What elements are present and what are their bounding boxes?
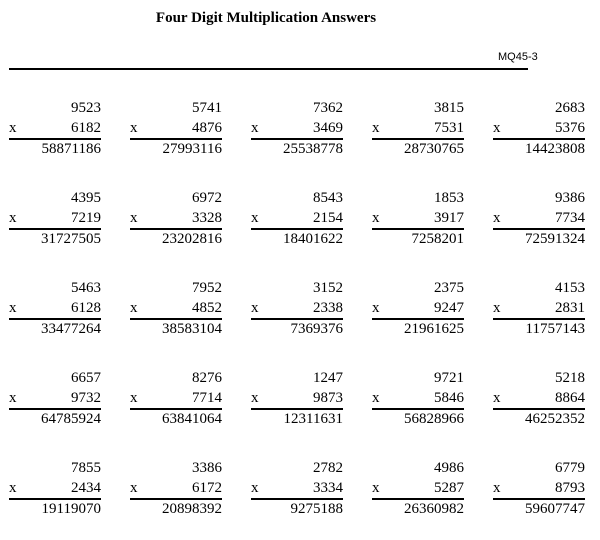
multiplier-row [372, 298, 464, 318]
multiplier: 3469 [313, 120, 343, 136]
multiplier-row [372, 388, 464, 408]
multiplicand: 4395 [71, 190, 101, 206]
product-answer: 18401622 [283, 231, 343, 247]
multiplier-row [130, 388, 222, 408]
times-operator: x [493, 300, 501, 316]
multiplicand-row [493, 458, 585, 478]
multiplicand-row [9, 98, 101, 118]
product-answer: 7258201 [411, 231, 464, 247]
product-answer: 12311631 [283, 411, 343, 427]
multiplicand: 9721 [434, 370, 464, 386]
multiplicand-row [130, 368, 222, 388]
multiplicand: 6972 [192, 190, 222, 206]
multiplication-problem [251, 98, 343, 158]
multiplicand-row [372, 278, 464, 298]
multiplicand: 7952 [192, 280, 222, 296]
multiplicand: 2782 [313, 460, 343, 476]
multiplication-problem [130, 368, 222, 428]
times-operator: x [130, 120, 138, 136]
times-operator: x [372, 480, 380, 496]
times-operator: x [493, 390, 501, 406]
multiplier: 9873 [313, 390, 343, 406]
multiplication-problem [372, 278, 464, 338]
multiplier-row [9, 388, 101, 408]
multiplication-problem [251, 188, 343, 248]
multiplicand: 3152 [313, 280, 343, 296]
header-divider [9, 68, 528, 70]
times-operator: x [372, 300, 380, 316]
multiplier-row [9, 208, 101, 228]
problem-grid [9, 98, 599, 518]
multiplication-problem [130, 98, 222, 158]
multiplication-problem [9, 98, 101, 158]
multiplier: 9732 [71, 390, 101, 406]
multiplication-problem [372, 458, 464, 518]
worksheet-code: MQ45-3 [498, 51, 538, 63]
times-operator: x [9, 300, 17, 316]
multiplier: 2154 [313, 210, 343, 226]
multiplicand: 7855 [71, 460, 101, 476]
multiplier: 7734 [555, 210, 585, 226]
multiplicand-row [493, 278, 585, 298]
multiplication-problem [493, 458, 585, 518]
times-operator: x [251, 210, 259, 226]
times-operator: x [493, 480, 501, 496]
multiplicand-row [9, 188, 101, 208]
product-answer: 31727505 [41, 231, 101, 247]
multiplicand-row [251, 278, 343, 298]
times-operator: x [372, 210, 380, 226]
multiplicand: 4153 [555, 280, 585, 296]
multiplier-row [251, 208, 343, 228]
multiplicand: 3386 [192, 460, 222, 476]
multiplier: 5287 [434, 480, 464, 496]
multiplicand-row [493, 368, 585, 388]
multiplicand: 5218 [555, 370, 585, 386]
product-answer: 72591324 [525, 231, 585, 247]
multiplicand: 3815 [434, 100, 464, 116]
multiplication-problem [251, 368, 343, 428]
multiplication-problem [493, 188, 585, 248]
times-operator: x [251, 390, 259, 406]
product-answer: 11757143 [525, 321, 585, 337]
times-operator: x [251, 120, 259, 136]
multiplication-problem [130, 278, 222, 338]
product-answer: 59607747 [525, 501, 585, 517]
multiplicand-row [493, 98, 585, 118]
multiplicand-row [9, 458, 101, 478]
multiplicand: 9523 [71, 100, 101, 116]
multiplier: 9247 [434, 300, 464, 316]
multiplication-problem [9, 368, 101, 428]
multiplication-problem [130, 188, 222, 248]
multiplier: 5846 [434, 390, 464, 406]
product-answer: 26360982 [404, 501, 464, 517]
multiplication-problem [493, 368, 585, 428]
multiplicand: 8276 [192, 370, 222, 386]
multiplier-row [9, 298, 101, 318]
multiplier: 2434 [71, 480, 101, 496]
multiplier: 5376 [555, 120, 585, 136]
multiplicand-row [372, 98, 464, 118]
multiplicand: 2683 [555, 100, 585, 116]
multiplier: 8793 [555, 480, 585, 496]
multiplication-problem [372, 188, 464, 248]
multiplicand-row [372, 368, 464, 388]
multiplier-row [372, 478, 464, 498]
times-operator: x [9, 210, 17, 226]
multiplication-problem [493, 98, 585, 158]
multiplicand-row [372, 458, 464, 478]
multiplier: 2338 [313, 300, 343, 316]
multiplicand: 8543 [313, 190, 343, 206]
multiplicand: 5741 [192, 100, 222, 116]
multiplication-problem [251, 278, 343, 338]
multiplier-row [251, 298, 343, 318]
multiplicand: 2375 [434, 280, 464, 296]
multiplier: 4852 [192, 300, 222, 316]
multiplier: 7531 [434, 120, 464, 136]
multiplication-problem [372, 98, 464, 158]
multiplicand-row [251, 98, 343, 118]
times-operator: x [493, 210, 501, 226]
multiplier: 8864 [555, 390, 585, 406]
multiplicand-row [9, 368, 101, 388]
multiplicand-row [251, 188, 343, 208]
multiplier-row [493, 478, 585, 498]
multiplier: 7714 [192, 390, 222, 406]
multiplicand: 6657 [71, 370, 101, 386]
multiplier: 4876 [192, 120, 222, 136]
times-operator: x [130, 210, 138, 226]
multiplier: 2831 [555, 300, 585, 316]
multiplier: 6182 [71, 120, 101, 136]
product-answer: 25538778 [283, 141, 343, 157]
multiplier-row [130, 118, 222, 138]
multiplication-problem [493, 278, 585, 338]
multiplier-row [130, 208, 222, 228]
multiplier: 3328 [192, 210, 222, 226]
multiplication-problem [9, 278, 101, 338]
times-operator: x [130, 390, 138, 406]
times-operator: x [251, 480, 259, 496]
times-operator: x [9, 120, 17, 136]
multiplier-row [251, 478, 343, 498]
multiplier-row [372, 118, 464, 138]
product-answer: 14423808 [525, 141, 585, 157]
product-answer: 20898392 [162, 501, 222, 517]
multiplier-row [251, 388, 343, 408]
multiplier-row [130, 478, 222, 498]
product-answer: 28730765 [404, 141, 464, 157]
product-answer: 19119070 [41, 501, 101, 517]
product-answer: 58871186 [41, 141, 101, 157]
multiplicand-row [251, 458, 343, 478]
product-answer: 46252352 [525, 411, 585, 427]
multiplier: 7219 [71, 210, 101, 226]
multiplier-row [493, 208, 585, 228]
multiplicand-row [130, 458, 222, 478]
multiplier-row [493, 118, 585, 138]
multiplication-problem [251, 458, 343, 518]
times-operator: x [493, 120, 501, 136]
multiplicand-row [130, 278, 222, 298]
times-operator: x [251, 300, 259, 316]
multiplier-row [372, 208, 464, 228]
product-answer: 56828966 [404, 411, 464, 427]
multiplicand: 4986 [434, 460, 464, 476]
product-answer: 23202816 [162, 231, 222, 247]
multiplier-row [251, 118, 343, 138]
worksheet-title: Four Digit Multiplication Answers [155, 10, 377, 26]
multiplier: 3334 [313, 480, 343, 496]
multiplier: 6128 [71, 300, 101, 316]
multiplier-row [493, 388, 585, 408]
multiplicand: 7362 [313, 100, 343, 116]
multiplicand: 9386 [555, 190, 585, 206]
multiplier-row [130, 298, 222, 318]
multiplication-problem [372, 368, 464, 428]
multiplicand: 1853 [434, 190, 464, 206]
product-answer: 27993116 [162, 141, 222, 157]
multiplier-row [9, 118, 101, 138]
times-operator: x [9, 390, 17, 406]
multiplication-problem [9, 458, 101, 518]
product-answer: 63841064 [162, 411, 222, 427]
multiplicand-row [130, 98, 222, 118]
times-operator: x [372, 390, 380, 406]
multiplier: 3917 [434, 210, 464, 226]
multiplication-problem [130, 458, 222, 518]
times-operator: x [372, 120, 380, 136]
multiplicand-row [493, 188, 585, 208]
multiplicand: 1247 [313, 370, 343, 386]
product-answer: 33477264 [41, 321, 101, 337]
product-answer: 38583104 [162, 321, 222, 337]
times-operator: x [130, 480, 138, 496]
multiplicand-row [251, 368, 343, 388]
multiplicand-row [372, 188, 464, 208]
multiplicand: 6779 [555, 460, 585, 476]
product-answer: 7369376 [290, 321, 343, 337]
multiplier: 6172 [192, 480, 222, 496]
multiplicand-row [9, 278, 101, 298]
times-operator: x [130, 300, 138, 316]
multiplier-row [9, 478, 101, 498]
multiplication-problem [9, 188, 101, 248]
product-answer: 64785924 [41, 411, 101, 427]
product-answer: 21961625 [404, 321, 464, 337]
product-answer: 9275188 [290, 501, 343, 517]
times-operator: x [9, 480, 17, 496]
multiplier-row [493, 298, 585, 318]
multiplicand: 5463 [71, 280, 101, 296]
multiplicand-row [130, 188, 222, 208]
